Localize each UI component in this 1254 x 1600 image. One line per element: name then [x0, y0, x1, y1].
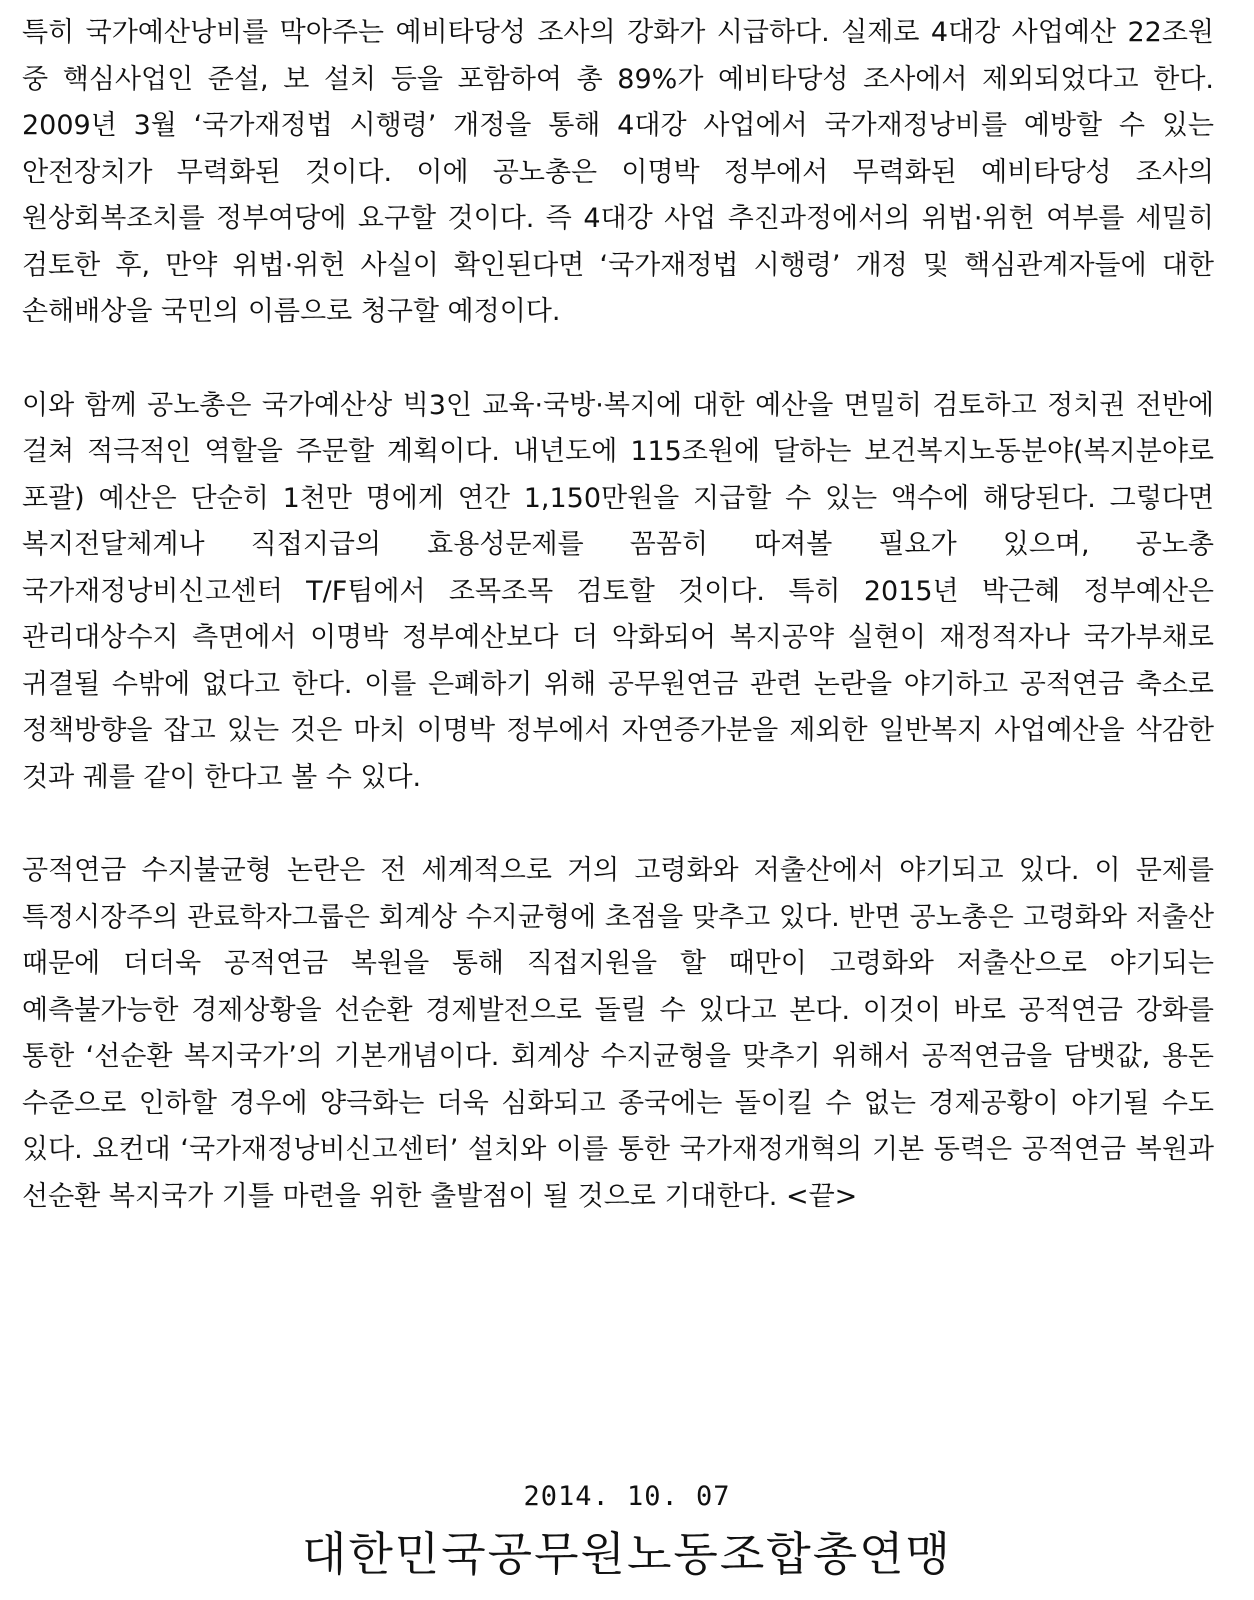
paragraph-public-pension: 공적연금 수지불균형 논란은 전 세계적으로 거의 고령화와 저출산에서 야기되고 있다. 이 문제를 특정시장주의 관료학자그룹은 회계상 수지균형에 초점을 맞추고 있다. 반면 공노총은 고령화와 저출산 때문에 더더욱 공적연금 복원을 통해 직접지원을 할 때만이 고령화와 저출산으로 야기되는 예측불가능한 경제상황을 선순환 경제발전으로 돌릴 수 있다고 본다. 이것이 바로 공적연금 강화를 통한 ‘선순환 복지국가’의 기본개념이다. 회계상 수지균형을 맞추기 위해서 공적연금을 담뱃값, 용돈 수준으로 인하할 경우에 양극화는 더욱 심화되고 종국에는 돌이킬 수 없는 경제공황이 야기될 수도 있다. 요컨대 ‘국가재정낭비신고센터’ 설치와 이를 통한 국가재정개혁의 기본 동력은 공적연금 복원과 선순환 복지국가 기틀 마련을 위한 출발점이 될 것으로 기대한다. <끝>: [22, 855, 1214, 1212]
paragraph-welfare-budget: 이와 함께 공노총은 국가예산상 빅3인 교육·국방·복지에 대한 예산을 면밀히 검토하고 정치권 전반에 걸쳐 적극적인 역할을 주문할 계획이다. 내년도에 115조원에 달하는 보건복지노동분야(복지분야로 포괄) 예산은 단순히 1천만 명에게 연간 1,150만원을 지급할 수 있는 액수에 해당된다. 그렇다면 복지전달체계나 직접지급의 효용성문제를 꼼꼼히 따져볼 필요가 있으며, 공노총 국가재정낭비신고센터 T/F팀에서 조목조목 검토할 것이다. 특히 2015년 박근혜 정부예산은 관리대상수지 측면에서 이명박 정부예산보다 더 악화되어 복지공약 실현이 재정적자나 국가부채로 귀결될 수밖에 없다고 한다. 이를 은폐하기 위해 공무원연금 관련 논란을 야기하고 공적연금 축소로 정책방향을 잡고 있는 것은 마치 이명박 정부에서 자연증가분을 제외한 일반복지 사업예산을 삭감한 것과 궤를 같이 한다고 볼 수 있다.: [22, 389, 1214, 793]
document-body: [22, 10, 1214, 1220]
paragraph-budget-review: 특히 국가예산낭비를 막아주는 예비타당성 조사의 강화가 시급하다. 실제로 4대강 사업예산 22조원 중 핵심사업인 준설, 보 설치 등을 포함하여 총 89%가 예비타당성 조사에서 제외되었다고 한다. 2009년 3월 ‘국가재정법 시행령’ 개정을 통해 4대강 사업에서 국가재정낭비를 예방할 수 있는 안전장치가 무력화된 것이다. 이에 공노총은 이명박 정부에서 무력화된 예비타당성 조사의 원상회복조치를 정부여당에 요구할 것이다. 즉 4대강 사업 추진과정에서의 위법·위헌 여부를 세밀히 검토한 후, 만약 위법·위헌 사실이 확인된다면 ‘국가재정법 시행령’ 개정 및 핵심관계자들에 대한 손해배상을 국민의 이름으로 청구할 예정이다.: [22, 17, 1214, 327]
document-date: 2014. 10. 07: [523, 1481, 731, 1512]
organization-name: 대한민국공무원노동조합총연맹: [301, 1527, 953, 1581]
